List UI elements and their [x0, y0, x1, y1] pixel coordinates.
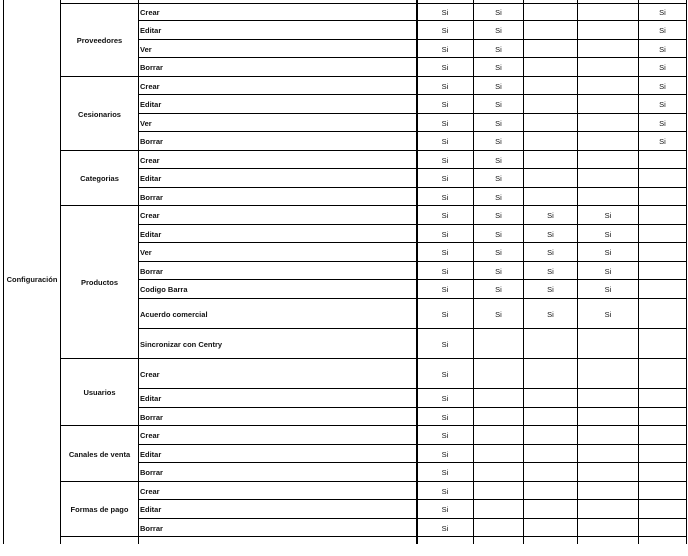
permission-cell: [639, 408, 686, 426]
permission-cell: Si: [441, 174, 449, 183]
permission-cell: Si: [495, 285, 502, 294]
permission-cell: [524, 482, 577, 500]
action-label: Codigo Barra: [140, 285, 188, 294]
permission-cell: [578, 40, 638, 58]
permission-cell: Si: [495, 44, 502, 54]
permission-cell: [524, 169, 577, 188]
permission-cell: Si: [441, 449, 449, 459]
permission-cell: Si: [441, 100, 449, 109]
permission-cell: Si: [441, 505, 449, 514]
permission-cell: [639, 169, 686, 188]
permission-cell: [578, 114, 638, 132]
permission-cell: [524, 40, 577, 58]
permission-cell: [578, 188, 638, 206]
permission-cell: [578, 3, 638, 21]
action-label: Editar: [140, 174, 162, 183]
permission-cell: [524, 500, 577, 519]
permission-cell: [578, 132, 638, 151]
permission-cell: [474, 482, 523, 500]
permission-cell: [524, 58, 577, 77]
permission-cell: Si: [495, 63, 502, 72]
action-label: Borrar: [140, 523, 163, 533]
permission-cell: [524, 21, 577, 40]
permission-cell: [578, 408, 638, 426]
permission-cell: Si: [604, 211, 612, 220]
permission-cell: Si: [659, 118, 666, 128]
action-label: Crear: [140, 486, 160, 496]
permission-cell: [524, 389, 577, 408]
permission-cell: Si: [495, 100, 502, 109]
permission-cell: Si: [441, 412, 449, 422]
action-label: Editar: [140, 449, 162, 459]
grid-line: [416, 0, 418, 544]
permission-cell: Si: [441, 81, 449, 91]
permission-cell: [474, 389, 523, 408]
permission-cell: Si: [495, 266, 502, 276]
section-label: Configuración: [6, 275, 58, 284]
permission-cell: [639, 482, 686, 500]
permission-cell: [578, 329, 638, 359]
permission-cell: Si: [441, 394, 449, 403]
permission-cell: [578, 426, 638, 445]
permission-cell: [524, 445, 577, 463]
group-label: Productos: [80, 278, 119, 287]
action-label: Ver: [140, 44, 152, 54]
grid-line: [60, 536, 138, 537]
permission-cell: [524, 408, 577, 426]
permission-cell: Si: [659, 100, 666, 109]
group-label: Formas de pago: [70, 505, 129, 514]
permission-cell: [524, 114, 577, 132]
permission-cell: [639, 280, 686, 299]
permission-cell: Si: [659, 7, 666, 17]
permission-cell: [474, 359, 523, 389]
action-label: Borrar: [140, 63, 163, 72]
permission-cell: [639, 463, 686, 482]
permission-cell: Si: [441, 7, 449, 17]
permission-cell: Si: [441, 266, 449, 276]
permission-cell: Si: [441, 486, 449, 496]
action-label: Editar: [140, 100, 162, 109]
permission-cell: [524, 188, 577, 206]
permission-cell: [639, 329, 686, 359]
permission-cell: [524, 132, 577, 151]
permission-cell: Si: [659, 44, 666, 54]
permission-cell: Si: [441, 118, 449, 128]
permission-cell: [578, 445, 638, 463]
permission-cell: [524, 77, 577, 95]
permission-cell: Si: [441, 339, 449, 349]
permission-cell: Si: [604, 266, 612, 276]
permission-cell: Si: [495, 155, 502, 165]
permission-cell: Si: [604, 248, 612, 257]
permission-cell: [639, 426, 686, 445]
action-label: Sincronizar con Centry: [140, 339, 223, 349]
permission-cell: [578, 169, 638, 188]
permission-cell: Si: [659, 81, 666, 91]
permission-cell: Si: [495, 309, 502, 319]
permission-cell: [578, 21, 638, 40]
action-label: Editar: [140, 229, 162, 239]
permission-cell: [578, 95, 638, 114]
permission-cell: [474, 329, 523, 359]
permission-cell: [524, 95, 577, 114]
permission-cell: [524, 519, 577, 537]
permission-cell: Si: [441, 137, 449, 146]
permission-cell: Si: [441, 211, 449, 220]
permission-cell: [639, 359, 686, 389]
permission-cell: [524, 426, 577, 445]
permission-cell: [578, 500, 638, 519]
permission-cell: Si: [604, 309, 612, 319]
permission-cell: Si: [495, 174, 502, 183]
grid-line: [138, 536, 687, 537]
permission-cell: Si: [659, 26, 666, 35]
permission-cell: [639, 519, 686, 537]
permission-cell: [578, 519, 638, 537]
permission-cell: Si: [495, 248, 502, 257]
action-label: Crear: [140, 155, 160, 165]
action-label: Borrar: [140, 412, 163, 422]
group-label: Cesionarios: [78, 109, 121, 119]
permission-cell: Si: [441, 26, 449, 35]
permission-cell: [524, 3, 577, 21]
permission-cell: [474, 500, 523, 519]
permission-cell: Si: [659, 137, 666, 146]
permission-cell: [639, 225, 686, 243]
permission-cell: [578, 482, 638, 500]
permission-cell: Si: [441, 229, 449, 239]
permission-cell: [524, 151, 577, 169]
grid-line: [473, 0, 474, 544]
permission-cell: [578, 389, 638, 408]
permission-cell: Si: [547, 211, 554, 220]
permission-cell: Si: [495, 192, 502, 202]
permission-cell: [639, 151, 686, 169]
action-label: Crear: [140, 81, 160, 91]
action-label: Borrar: [140, 137, 163, 146]
permission-cell: Si: [495, 26, 502, 35]
action-label: Crear: [140, 211, 160, 220]
action-label: Crear: [140, 431, 160, 440]
permission-cell: [578, 359, 638, 389]
action-label: Editar: [140, 26, 162, 35]
permission-cell: [524, 359, 577, 389]
grid-line: [138, 0, 139, 544]
group-label: Categorias: [80, 174, 119, 183]
permission-cell: [578, 463, 638, 482]
grid-line: [638, 0, 639, 544]
permission-cell: Si: [495, 118, 502, 128]
grid-line: [60, 3, 686, 4]
action-label: Ver: [140, 248, 152, 257]
permission-cell: Si: [547, 309, 554, 319]
action-label: Borrar: [140, 468, 163, 477]
grid-line: [577, 0, 578, 544]
action-label: Crear: [140, 7, 160, 17]
permission-cell: Si: [441, 285, 449, 294]
permission-cell: [639, 445, 686, 463]
permission-cell: Si: [441, 63, 449, 72]
permission-cell: Si: [441, 248, 449, 257]
permission-cell: [474, 445, 523, 463]
grid-line: [523, 0, 524, 544]
permission-cell: Si: [547, 266, 554, 276]
permission-cell: [639, 299, 686, 329]
group-label: Usuarios: [83, 388, 116, 397]
permission-cell: Si: [547, 285, 554, 294]
permission-cell: Si: [441, 369, 449, 379]
permission-cell: [578, 77, 638, 95]
permission-cell: Si: [547, 229, 554, 239]
permission-cell: Si: [441, 309, 449, 319]
permission-cell: [639, 243, 686, 262]
permission-cell: [639, 500, 686, 519]
permission-cell: [474, 426, 523, 445]
permission-cell: Si: [495, 137, 502, 146]
permission-cell: Si: [495, 229, 502, 239]
permission-cell: [474, 519, 523, 537]
permission-cell: Si: [547, 248, 554, 257]
permission-cell: Si: [441, 155, 449, 165]
action-label: Borrar: [140, 266, 163, 276]
action-label: Borrar: [140, 192, 163, 202]
permission-cell: Si: [495, 211, 502, 220]
permission-cell: Si: [441, 192, 449, 202]
permission-cell: Si: [659, 63, 666, 72]
action-label: Crear: [140, 369, 160, 379]
action-label: Editar: [140, 394, 162, 403]
permission-cell: Si: [441, 431, 449, 440]
permission-cell: [639, 206, 686, 225]
permission-cell: Si: [441, 523, 449, 533]
grid-line: [3, 0, 4, 544]
action-label: Editar: [140, 505, 162, 514]
action-label: Acuerdo comercial: [140, 309, 208, 319]
permission-cell: [578, 151, 638, 169]
permission-cell: [474, 408, 523, 426]
permission-cell: Si: [495, 7, 502, 17]
permission-cell: [639, 188, 686, 206]
permission-cell: [639, 389, 686, 408]
permission-cell: [524, 463, 577, 482]
permission-cell: [474, 463, 523, 482]
permission-cell: Si: [441, 468, 449, 477]
action-label: Ver: [140, 118, 152, 128]
permission-cell: [524, 329, 577, 359]
permission-cell: [639, 262, 686, 280]
permission-cell: Si: [495, 81, 502, 91]
permission-cell: [578, 58, 638, 77]
group-label: Canales de venta: [68, 449, 131, 459]
group-label: Proveedores: [76, 35, 123, 45]
permission-cell: Si: [604, 285, 612, 294]
permission-cell: Si: [604, 229, 612, 239]
permission-cell: Si: [441, 44, 449, 54]
